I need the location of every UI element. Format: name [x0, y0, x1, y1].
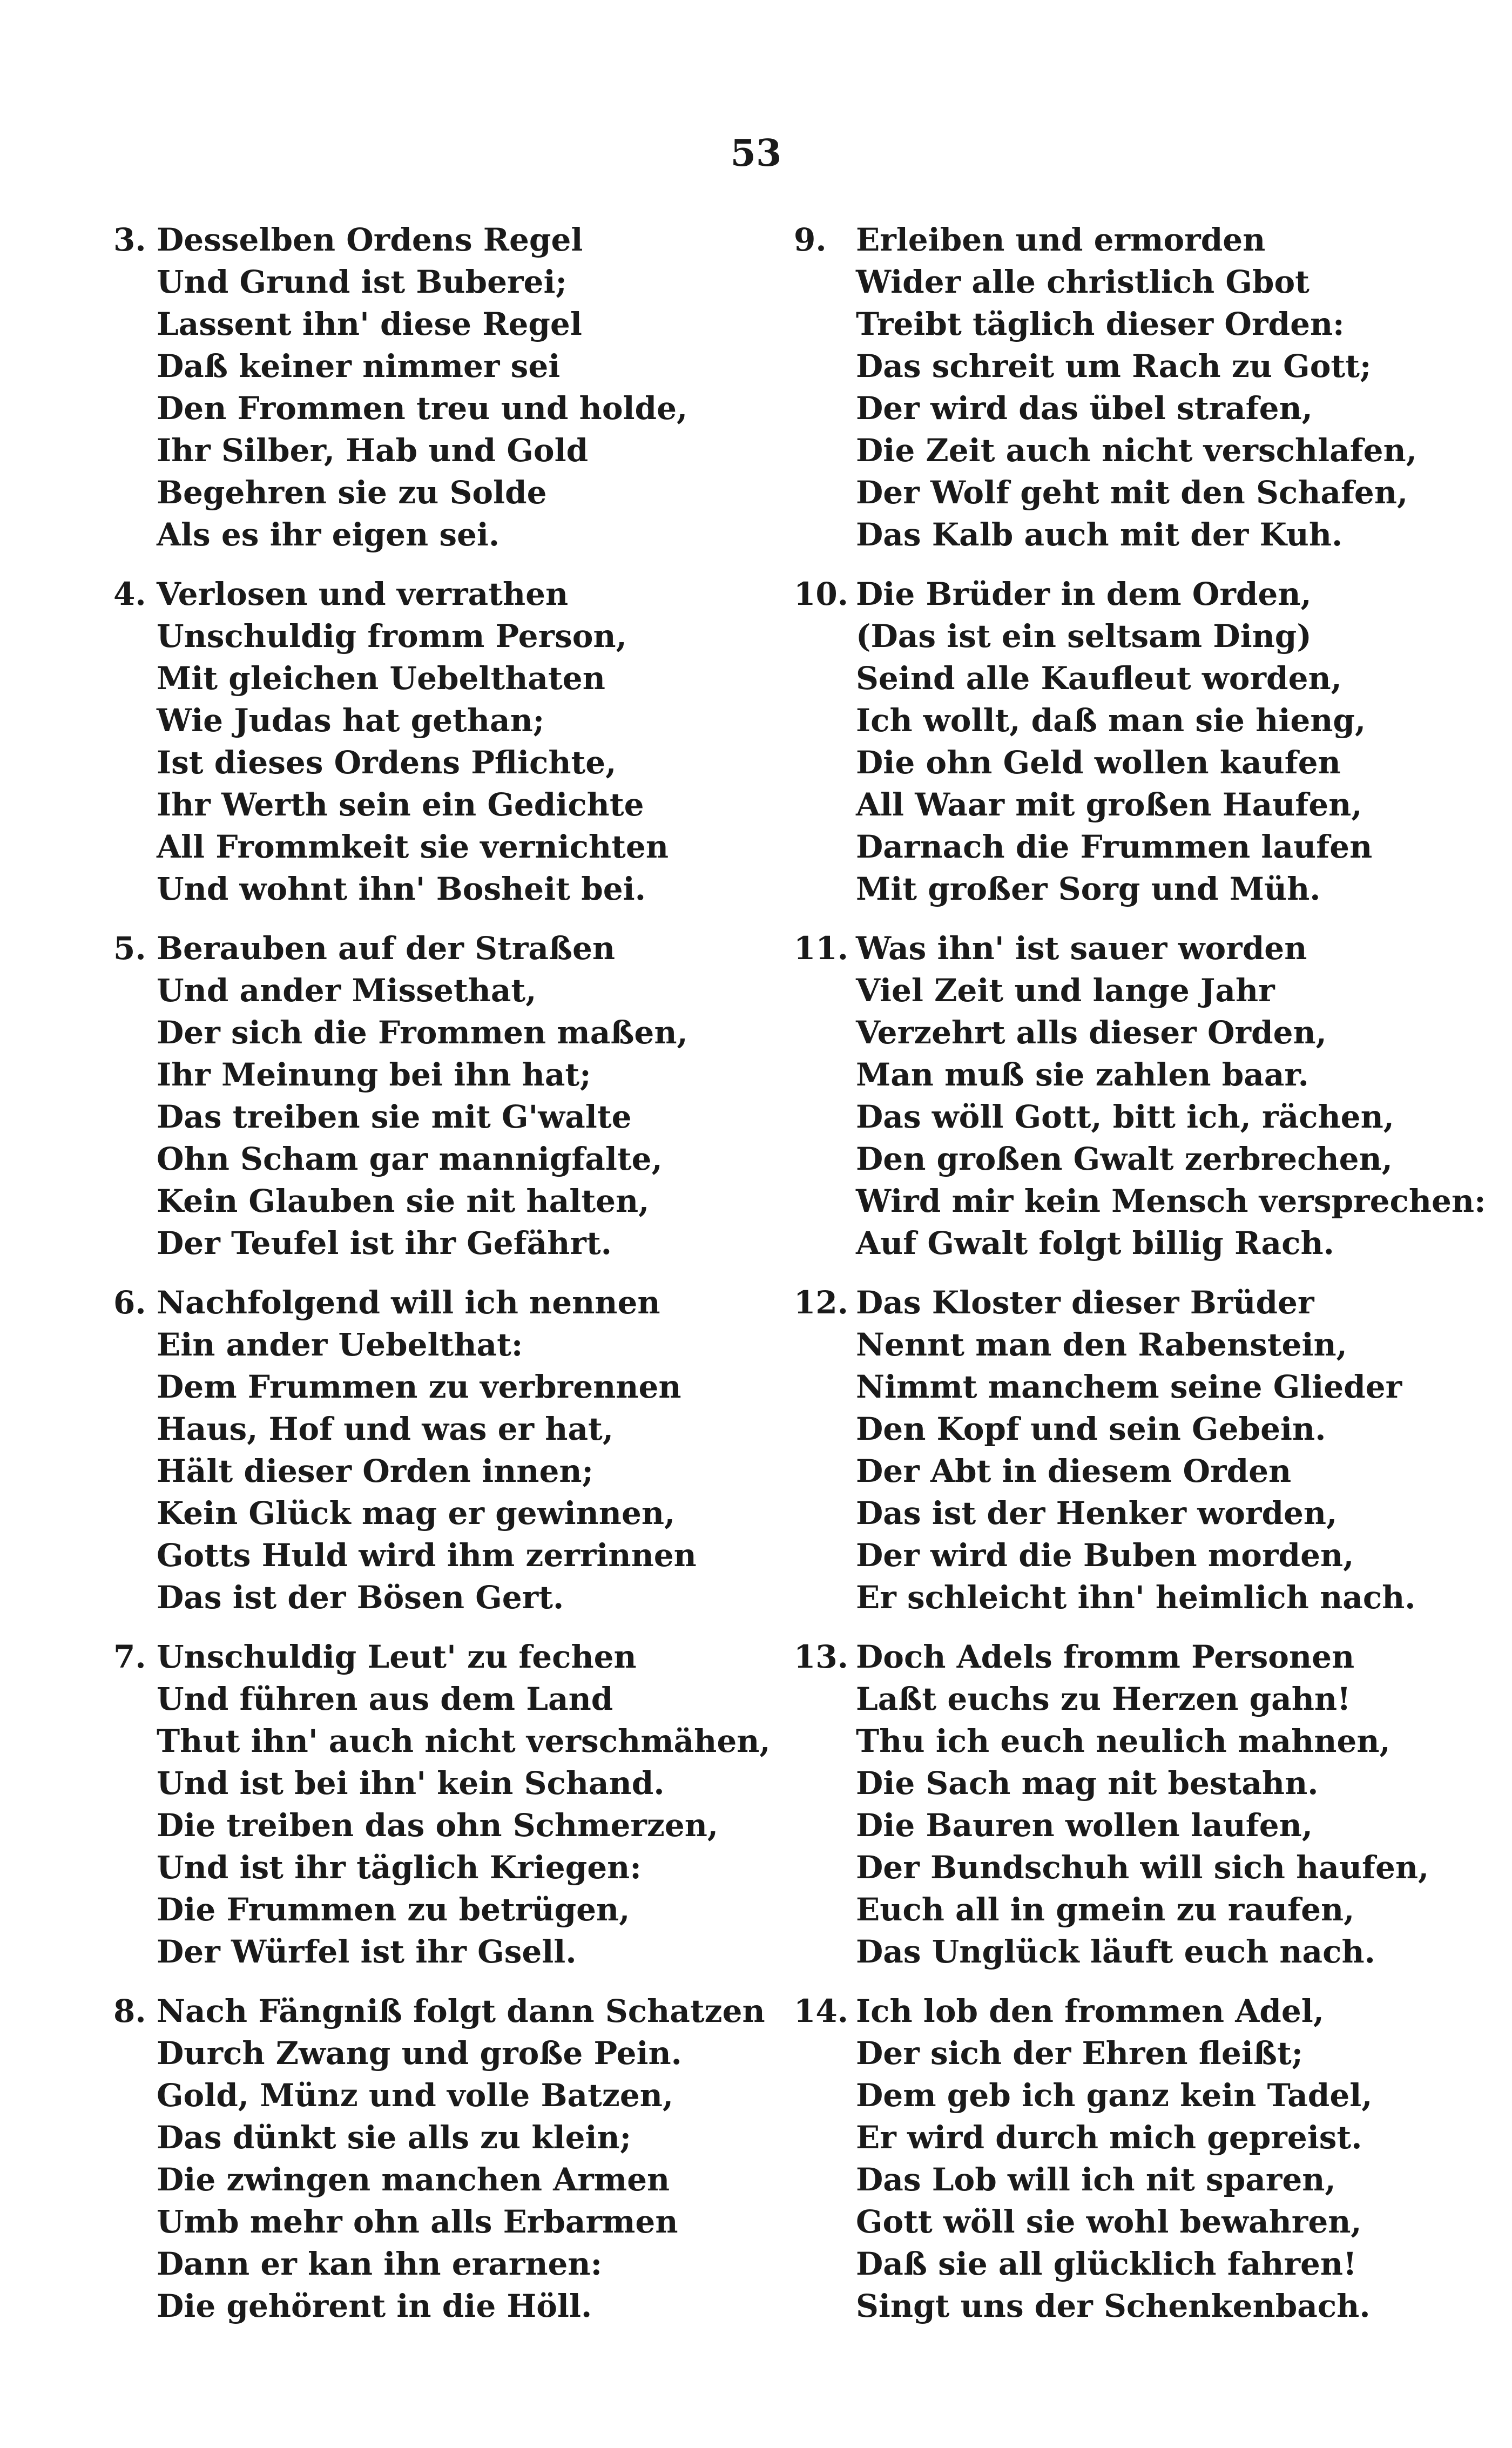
- verse-line: Die Brüder in dem Orden,: [856, 576, 1312, 612]
- verse-line: Laßt euchs zu Herzen gahn!: [856, 1681, 1351, 1717]
- verse-line: Ich lob den frommen Adel,: [856, 1993, 1324, 2029]
- verse-line: Und wohnt ihn' Bosheit bei.: [157, 871, 646, 907]
- verse-line: Der Würfel ist ihr Gsell.: [157, 1933, 577, 1970]
- verse-line: Singt uns der Schenkenbach.: [856, 2288, 1371, 2324]
- stanza-number: 8.: [113, 1993, 146, 2029]
- verse-line: Thu ich euch neulich mahnen,: [856, 1723, 1390, 1759]
- verse-line: Er schleicht ihn' heimlich nach.: [856, 1579, 1416, 1616]
- verse-line: Ich wollt, daß man sie hieng,: [856, 702, 1366, 739]
- verse-line: Verzehrt alls dieser Orden,: [856, 1014, 1327, 1051]
- verse-line: Er wird durch mich gepreist.: [856, 2119, 1362, 2156]
- verse-line: Die treiben das ohn Schmerzen,: [157, 1807, 719, 1844]
- verse-line: Kein Glück mag er gewinnen,: [157, 1495, 676, 1532]
- verse-line: Viel Zeit und lange Jahr: [856, 972, 1275, 1009]
- verse-line: Euch all in gmein zu raufen,: [856, 1891, 1355, 1928]
- verse-line: Der Bundschuh will sich haufen,: [856, 1849, 1429, 1886]
- verse-line: Der Teufel ist ihr Gefährt.: [157, 1225, 612, 1262]
- verse-line: Nachfolgend will ich nennen: [157, 1284, 660, 1321]
- verse-line: Begehren sie zu Solde: [157, 474, 547, 511]
- verse-line: Die Frummen zu betrügen,: [157, 1891, 630, 1928]
- verse-line: Gold, Münz und volle Batzen,: [157, 2077, 674, 2114]
- verse-line: Das Kalb auch mit der Kuh.: [856, 516, 1343, 553]
- stanza-9: [794, 219, 1431, 553]
- verse-line: Mit großer Sorg und Müh.: [856, 871, 1321, 907]
- verse-line: Ihr Meinung bei ihn hat;: [157, 1056, 591, 1093]
- verse-line: Die Bauren wollen laufen,: [856, 1807, 1313, 1844]
- verse-line: Treibt täglich dieser Orden:: [856, 306, 1345, 342]
- stanza-number: 12.: [794, 1284, 848, 1321]
- verse-line: Ist dieses Ordens Pflichte,: [157, 744, 617, 781]
- stanza-10: [794, 573, 1431, 907]
- verse-line: Nimmt manchem seine Glieder: [856, 1368, 1402, 1405]
- stanza-number: 4.: [113, 576, 146, 612]
- verse-line: Die zwingen manchen Armen: [157, 2161, 670, 2198]
- stanza-6: [113, 1282, 783, 1616]
- verse-line: Umb mehr ohn alls Erbarmen: [157, 2203, 678, 2240]
- verse-line: Doch Adels fromm Personen: [856, 1638, 1355, 1675]
- verse-line: Berauben auf der Straßen: [157, 930, 616, 967]
- stanza-number: 9.: [794, 221, 827, 258]
- verse-line: Dem geb ich ganz kein Tadel,: [856, 2077, 1373, 2114]
- verse-line: Gotts Huld wird ihm zerrinnen: [157, 1537, 697, 1574]
- page-number: 53: [730, 132, 782, 175]
- verse-line: (Das ist ein seltsam Ding): [856, 618, 1312, 655]
- stanza-8: [113, 1990, 783, 2324]
- stanza-11: [794, 927, 1486, 1262]
- verse-line: Erleiben und ermorden: [856, 221, 1266, 258]
- stanza-number: 6.: [113, 1284, 146, 1321]
- verse-line: Das dünkt sie alls zu klein;: [157, 2119, 632, 2156]
- verse-line: Der Wolf geht mit den Schafen,: [856, 474, 1408, 511]
- verse-line: Unschuldig fromm Person,: [157, 618, 627, 655]
- verse-line: Die Sach mag nit bestahn.: [856, 1765, 1319, 1802]
- verse-line: Und führen aus dem Land: [157, 1681, 613, 1717]
- verse-line: Und ist ihr täglich Kriegen:: [157, 1849, 642, 1886]
- verse-line: Was ihn' ist sauer worden: [856, 930, 1307, 967]
- verse-line: Wie Judas hat gethan;: [157, 702, 545, 739]
- verse-line: Hält dieser Orden innen;: [157, 1453, 593, 1489]
- verse-line: Desselben Ordens Regel: [157, 221, 583, 258]
- verse-line: Wider alle christlich Gbot: [856, 264, 1310, 300]
- verse-line: Und ander Missethat,: [157, 972, 537, 1009]
- verse-line: Die Zeit auch nicht verschlafen,: [856, 432, 1417, 469]
- verse-line: Und Grund ist Buberei;: [157, 264, 567, 300]
- stanza-number: 11.: [794, 930, 848, 967]
- verse-line: Den großen Gwalt zerbrechen,: [856, 1141, 1393, 1177]
- stanza-number: 7.: [113, 1638, 146, 1675]
- verse-line: Die gehörent in die Höll.: [157, 2288, 592, 2324]
- stanza-number: 13.: [794, 1638, 848, 1675]
- verse-line: Den Kopf und sein Gebein.: [856, 1411, 1326, 1447]
- verse-line: Ohn Scham gar mannigfalte,: [157, 1141, 663, 1177]
- verse-line: Nach Fängniß folgt dann Schatzen: [157, 1993, 765, 2029]
- verse-line: Und ist bei ihn' kein Schand.: [157, 1765, 665, 1802]
- verse-line: Thut ihn' auch nicht verschmähen,: [157, 1723, 771, 1759]
- verse-line: Das Kloster dieser Brüder: [856, 1284, 1314, 1321]
- verse-line: Das Lob will ich nit sparen,: [856, 2161, 1336, 2198]
- verse-line: Dem Frummen zu verbrennen: [157, 1368, 681, 1405]
- verse-line: Wird mir kein Mensch versprechen:: [856, 1183, 1486, 1219]
- stanza-4: [113, 573, 783, 907]
- stanza-13: [794, 1636, 1431, 1970]
- verse-line: Der wird das übel strafen,: [856, 390, 1313, 427]
- verse-line: Daß sie all glücklich fahren!: [856, 2245, 1357, 2282]
- verse-line: Ihr Silber, Hab und Gold: [157, 432, 589, 469]
- verse-line: Verlosen und verrathen: [157, 576, 569, 612]
- verse-line: Darnach die Frummen laufen: [856, 828, 1373, 865]
- verse-line: Auf Gwalt folgt billig Rach.: [856, 1225, 1334, 1262]
- verse-line: Seind alle Kaufleut worden,: [856, 660, 1342, 697]
- verse-line: Ihr Werth sein ein Gedichte: [157, 786, 644, 823]
- verse-line: Ein ander Uebelthat:: [157, 1326, 523, 1363]
- verse-line: Man muß sie zahlen baar.: [856, 1056, 1309, 1093]
- verse-line: Den Frommen treu und holde,: [157, 390, 688, 427]
- stanza-12: [794, 1282, 1431, 1616]
- verse-line: Kein Glauben sie nit halten,: [157, 1183, 650, 1219]
- stanza-number: 5.: [113, 930, 146, 967]
- verse-line: All Frommkeit sie vernichten: [157, 828, 669, 865]
- verse-line: Haus, Hof und was er hat,: [157, 1411, 614, 1447]
- verse-line: Durch Zwang und große Pein.: [157, 2035, 682, 2072]
- stanza-number: 10.: [794, 576, 848, 612]
- verse-line: Das Unglück läuft euch nach.: [856, 1933, 1375, 1970]
- verse-line: Mit gleichen Uebelthaten: [157, 660, 605, 697]
- stanza-14: [794, 1990, 1431, 2324]
- verse-line: Der Abt in diesem Orden: [856, 1453, 1292, 1489]
- stanza-number: 3.: [113, 221, 146, 258]
- verse-line: Das treiben sie mit G'walte: [157, 1098, 632, 1135]
- verse-line: Der wird die Buben morden,: [856, 1537, 1354, 1574]
- verse-line: Gott wöll sie wohl bewahren,: [856, 2203, 1362, 2240]
- verse-line: All Waar mit großen Haufen,: [856, 786, 1362, 823]
- stanza-7: [113, 1636, 783, 1970]
- right-column: [794, 219, 1486, 2344]
- verse-line: Lassent ihn' diese Regel: [157, 306, 582, 342]
- left-column: [113, 219, 783, 2344]
- verse-line: Das schreit um Rach zu Gott;: [856, 348, 1372, 385]
- verse-line: Das ist der Henker worden,: [856, 1495, 1338, 1532]
- verse-line: Unschuldig Leut' zu fechen: [157, 1638, 637, 1675]
- verse-line: Das ist der Bösen Gert.: [157, 1579, 564, 1616]
- stanza-number: 14.: [794, 1993, 848, 2029]
- stanza-3: [113, 219, 783, 553]
- stanza-5: [113, 927, 783, 1262]
- verse-line: Der sich die Frommen maßen,: [157, 1014, 688, 1051]
- verse-line: Die ohn Geld wollen kaufen: [856, 744, 1341, 781]
- verse-line: Der sich der Ehren fleißt;: [856, 2035, 1304, 2072]
- verse-line: Daß keiner nimmer sei: [157, 348, 561, 385]
- verse-line: Nennt man den Rabenstein,: [856, 1326, 1347, 1363]
- verse-line: Das wöll Gott, bitt ich, rächen,: [856, 1098, 1394, 1135]
- verse-line: Als es ihr eigen sei.: [157, 516, 500, 553]
- verse-line: Dann er kan ihn erarnen:: [157, 2245, 602, 2282]
